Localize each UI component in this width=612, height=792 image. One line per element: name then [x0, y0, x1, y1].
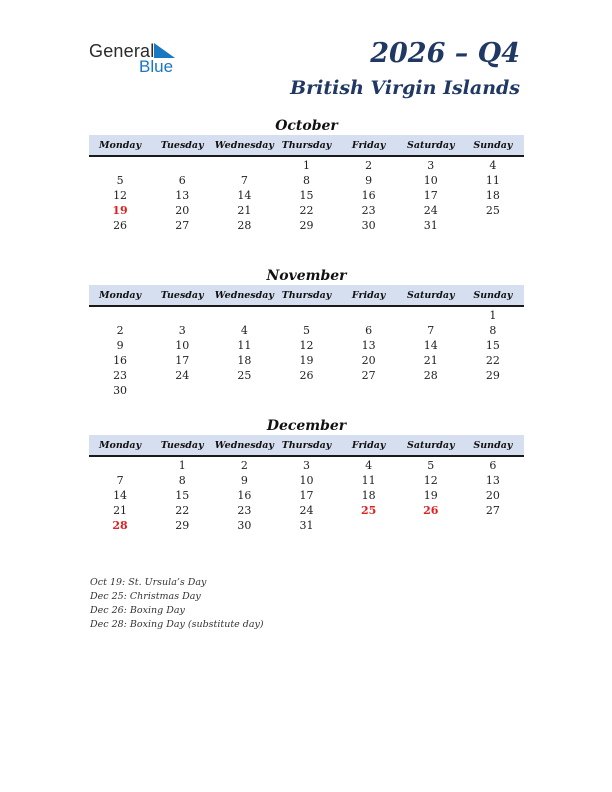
week-row	[89, 353, 524, 368]
date-cell: 24	[299, 504, 314, 517]
weekday-label: Monday	[99, 139, 142, 151]
date-cell: 2	[365, 159, 373, 172]
weekday-label: Saturday	[406, 289, 455, 301]
date-cell: 16	[237, 489, 252, 502]
month-december	[89, 417, 524, 533]
month-november	[89, 267, 524, 398]
weekday-label: Tuesday	[160, 439, 204, 451]
date-cell: 9	[116, 339, 124, 352]
weekday-label: Thursday	[281, 439, 332, 451]
date-cell: 9	[240, 474, 248, 487]
month-title: October	[275, 118, 338, 134]
date-cell: 7	[116, 474, 124, 487]
date-cell: 22	[485, 354, 500, 367]
date-cell: 20	[361, 354, 376, 367]
logo-blue-text: Blue	[139, 57, 174, 76]
weekday-header-row	[89, 435, 524, 457]
month-title: December	[266, 418, 347, 434]
date-cell: 8	[489, 324, 497, 337]
date-cell: 16	[361, 189, 376, 202]
weekday-label: Sunday	[473, 139, 513, 151]
date-cell: 1	[178, 459, 186, 472]
weekday-label: Friday	[351, 289, 386, 301]
week-row	[89, 218, 524, 233]
date-cell: 3	[302, 459, 310, 472]
week-row	[89, 458, 524, 473]
date-cell: 17	[423, 189, 438, 202]
date-cell: 22	[299, 204, 314, 217]
date-cell: 29	[299, 219, 314, 232]
weekday-label: Tuesday	[160, 289, 204, 301]
date-cell: 30	[237, 519, 252, 532]
holiday-date-cell: 28	[112, 519, 128, 532]
week-row	[89, 173, 524, 188]
date-cell: 27	[175, 219, 190, 232]
date-cell: 29	[485, 369, 500, 382]
date-cell: 15	[299, 189, 314, 202]
date-cell: 5	[116, 174, 124, 187]
date-cell: 21	[237, 204, 252, 217]
date-cell: 28	[423, 369, 438, 382]
date-cell: 26	[299, 369, 314, 382]
date-cell: 8	[178, 474, 186, 487]
date-cell: 1	[489, 309, 497, 322]
date-cell: 18	[485, 189, 500, 202]
month-october	[89, 117, 524, 233]
date-cell: 31	[299, 519, 314, 532]
date-cell: 6	[178, 174, 186, 187]
date-cell: 5	[427, 459, 435, 472]
date-cell: 19	[299, 354, 314, 367]
weekday-label: Saturday	[406, 139, 455, 151]
date-cell: 16	[113, 354, 128, 367]
holiday-note: Dec 25: Christmas Day	[90, 591, 201, 602]
holiday-date-cell: 19	[112, 204, 128, 217]
week-row	[89, 503, 524, 518]
month-title: November	[266, 268, 347, 284]
date-cell: 26	[113, 219, 128, 232]
date-cell: 24	[175, 369, 190, 382]
weekday-header-row	[89, 135, 524, 157]
holiday-note: Oct 19: St. Ursula’s Day	[90, 577, 207, 588]
date-cell: 31	[423, 219, 438, 232]
page-subtitle: British Virgin Islands	[290, 77, 520, 99]
date-cell: 14	[423, 339, 438, 352]
date-cell: 29	[175, 519, 190, 532]
date-cell: 27	[361, 369, 376, 382]
weekday-label: Sunday	[473, 289, 513, 301]
logo-general-text: General	[89, 41, 155, 61]
date-cell: 3	[427, 159, 435, 172]
weekday-label: Thursday	[281, 139, 332, 151]
week-row	[89, 188, 524, 203]
date-cell: 7	[240, 174, 248, 187]
date-cell: 3	[178, 324, 186, 337]
date-cell: 18	[361, 489, 376, 502]
date-cell: 13	[175, 189, 190, 202]
date-cell: 15	[175, 489, 190, 502]
week-row	[89, 308, 524, 323]
date-cell: 20	[485, 489, 500, 502]
week-row	[89, 473, 524, 488]
date-cell: 30	[361, 219, 376, 232]
date-cell: 11	[485, 174, 500, 187]
date-cell: 9	[365, 174, 373, 187]
weekday-label: Friday	[351, 439, 386, 451]
date-cell: 12	[299, 339, 314, 352]
date-cell: 12	[113, 189, 128, 202]
week-row	[89, 383, 524, 398]
date-cell: 10	[299, 474, 314, 487]
week-row	[89, 338, 524, 353]
week-row	[89, 323, 524, 338]
date-cell: 25	[237, 369, 252, 382]
weekday-label: Monday	[99, 439, 142, 451]
date-cell: 18	[237, 354, 252, 367]
holiday-date-cell: 25	[360, 504, 377, 517]
week-row	[89, 203, 524, 218]
date-cell: 24	[423, 204, 438, 217]
date-cell: 17	[299, 489, 314, 502]
week-row	[89, 368, 524, 383]
date-cell: 12	[423, 474, 438, 487]
date-cell: 6	[365, 324, 373, 337]
weekday-label: Saturday	[406, 439, 455, 451]
weekday-label: Wednesday	[214, 439, 274, 451]
date-cell: 15	[485, 339, 500, 352]
weekday-header-row	[89, 285, 524, 307]
date-cell: 17	[175, 354, 190, 367]
date-cell: 28	[237, 219, 252, 232]
date-cell: 23	[113, 369, 128, 382]
date-cell: 1	[302, 159, 310, 172]
weekday-label: Wednesday	[214, 139, 274, 151]
date-cell: 14	[113, 489, 128, 502]
logo	[89, 41, 189, 77]
week-row	[89, 488, 524, 503]
date-cell: 8	[302, 174, 310, 187]
date-cell: 6	[489, 459, 497, 472]
date-cell: 4	[365, 459, 373, 472]
date-cell: 7	[427, 324, 435, 337]
date-cell: 23	[361, 204, 376, 217]
weekday-label: Thursday	[281, 289, 332, 301]
date-cell: 30	[113, 384, 128, 397]
date-cell: 2	[116, 324, 124, 337]
date-cell: 14	[237, 189, 252, 202]
date-cell: 23	[237, 504, 252, 517]
holiday-note: Dec 28: Boxing Day (substitute day)	[90, 619, 264, 630]
date-cell: 25	[485, 204, 500, 217]
date-cell: 2	[240, 459, 248, 472]
date-cell: 11	[237, 339, 252, 352]
date-cell: 10	[423, 174, 438, 187]
date-cell: 21	[423, 354, 438, 367]
date-cell: 19	[423, 489, 438, 502]
date-cell: 27	[485, 504, 500, 517]
date-cell: 4	[240, 324, 248, 337]
weekday-label: Friday	[351, 139, 386, 151]
weekday-label: Wednesday	[214, 289, 274, 301]
date-cell: 20	[175, 204, 190, 217]
holiday-date-cell: 26	[423, 504, 439, 517]
week-row	[89, 518, 524, 533]
week-row	[89, 158, 524, 173]
weekday-label: Monday	[99, 289, 142, 301]
date-cell: 11	[361, 474, 376, 487]
weekday-label: Sunday	[473, 439, 513, 451]
weekday-label: Tuesday	[160, 139, 204, 151]
date-cell: 13	[485, 474, 500, 487]
page-title: 2026 – Q4	[370, 38, 520, 69]
holiday-notes	[90, 576, 264, 632]
date-cell: 13	[361, 339, 376, 352]
date-cell: 4	[489, 159, 497, 172]
date-cell: 21	[113, 504, 128, 517]
date-cell: 5	[302, 324, 310, 337]
holiday-note: Dec 26: Boxing Day	[90, 605, 185, 616]
date-cell: 10	[175, 339, 190, 352]
date-cell: 22	[175, 504, 190, 517]
